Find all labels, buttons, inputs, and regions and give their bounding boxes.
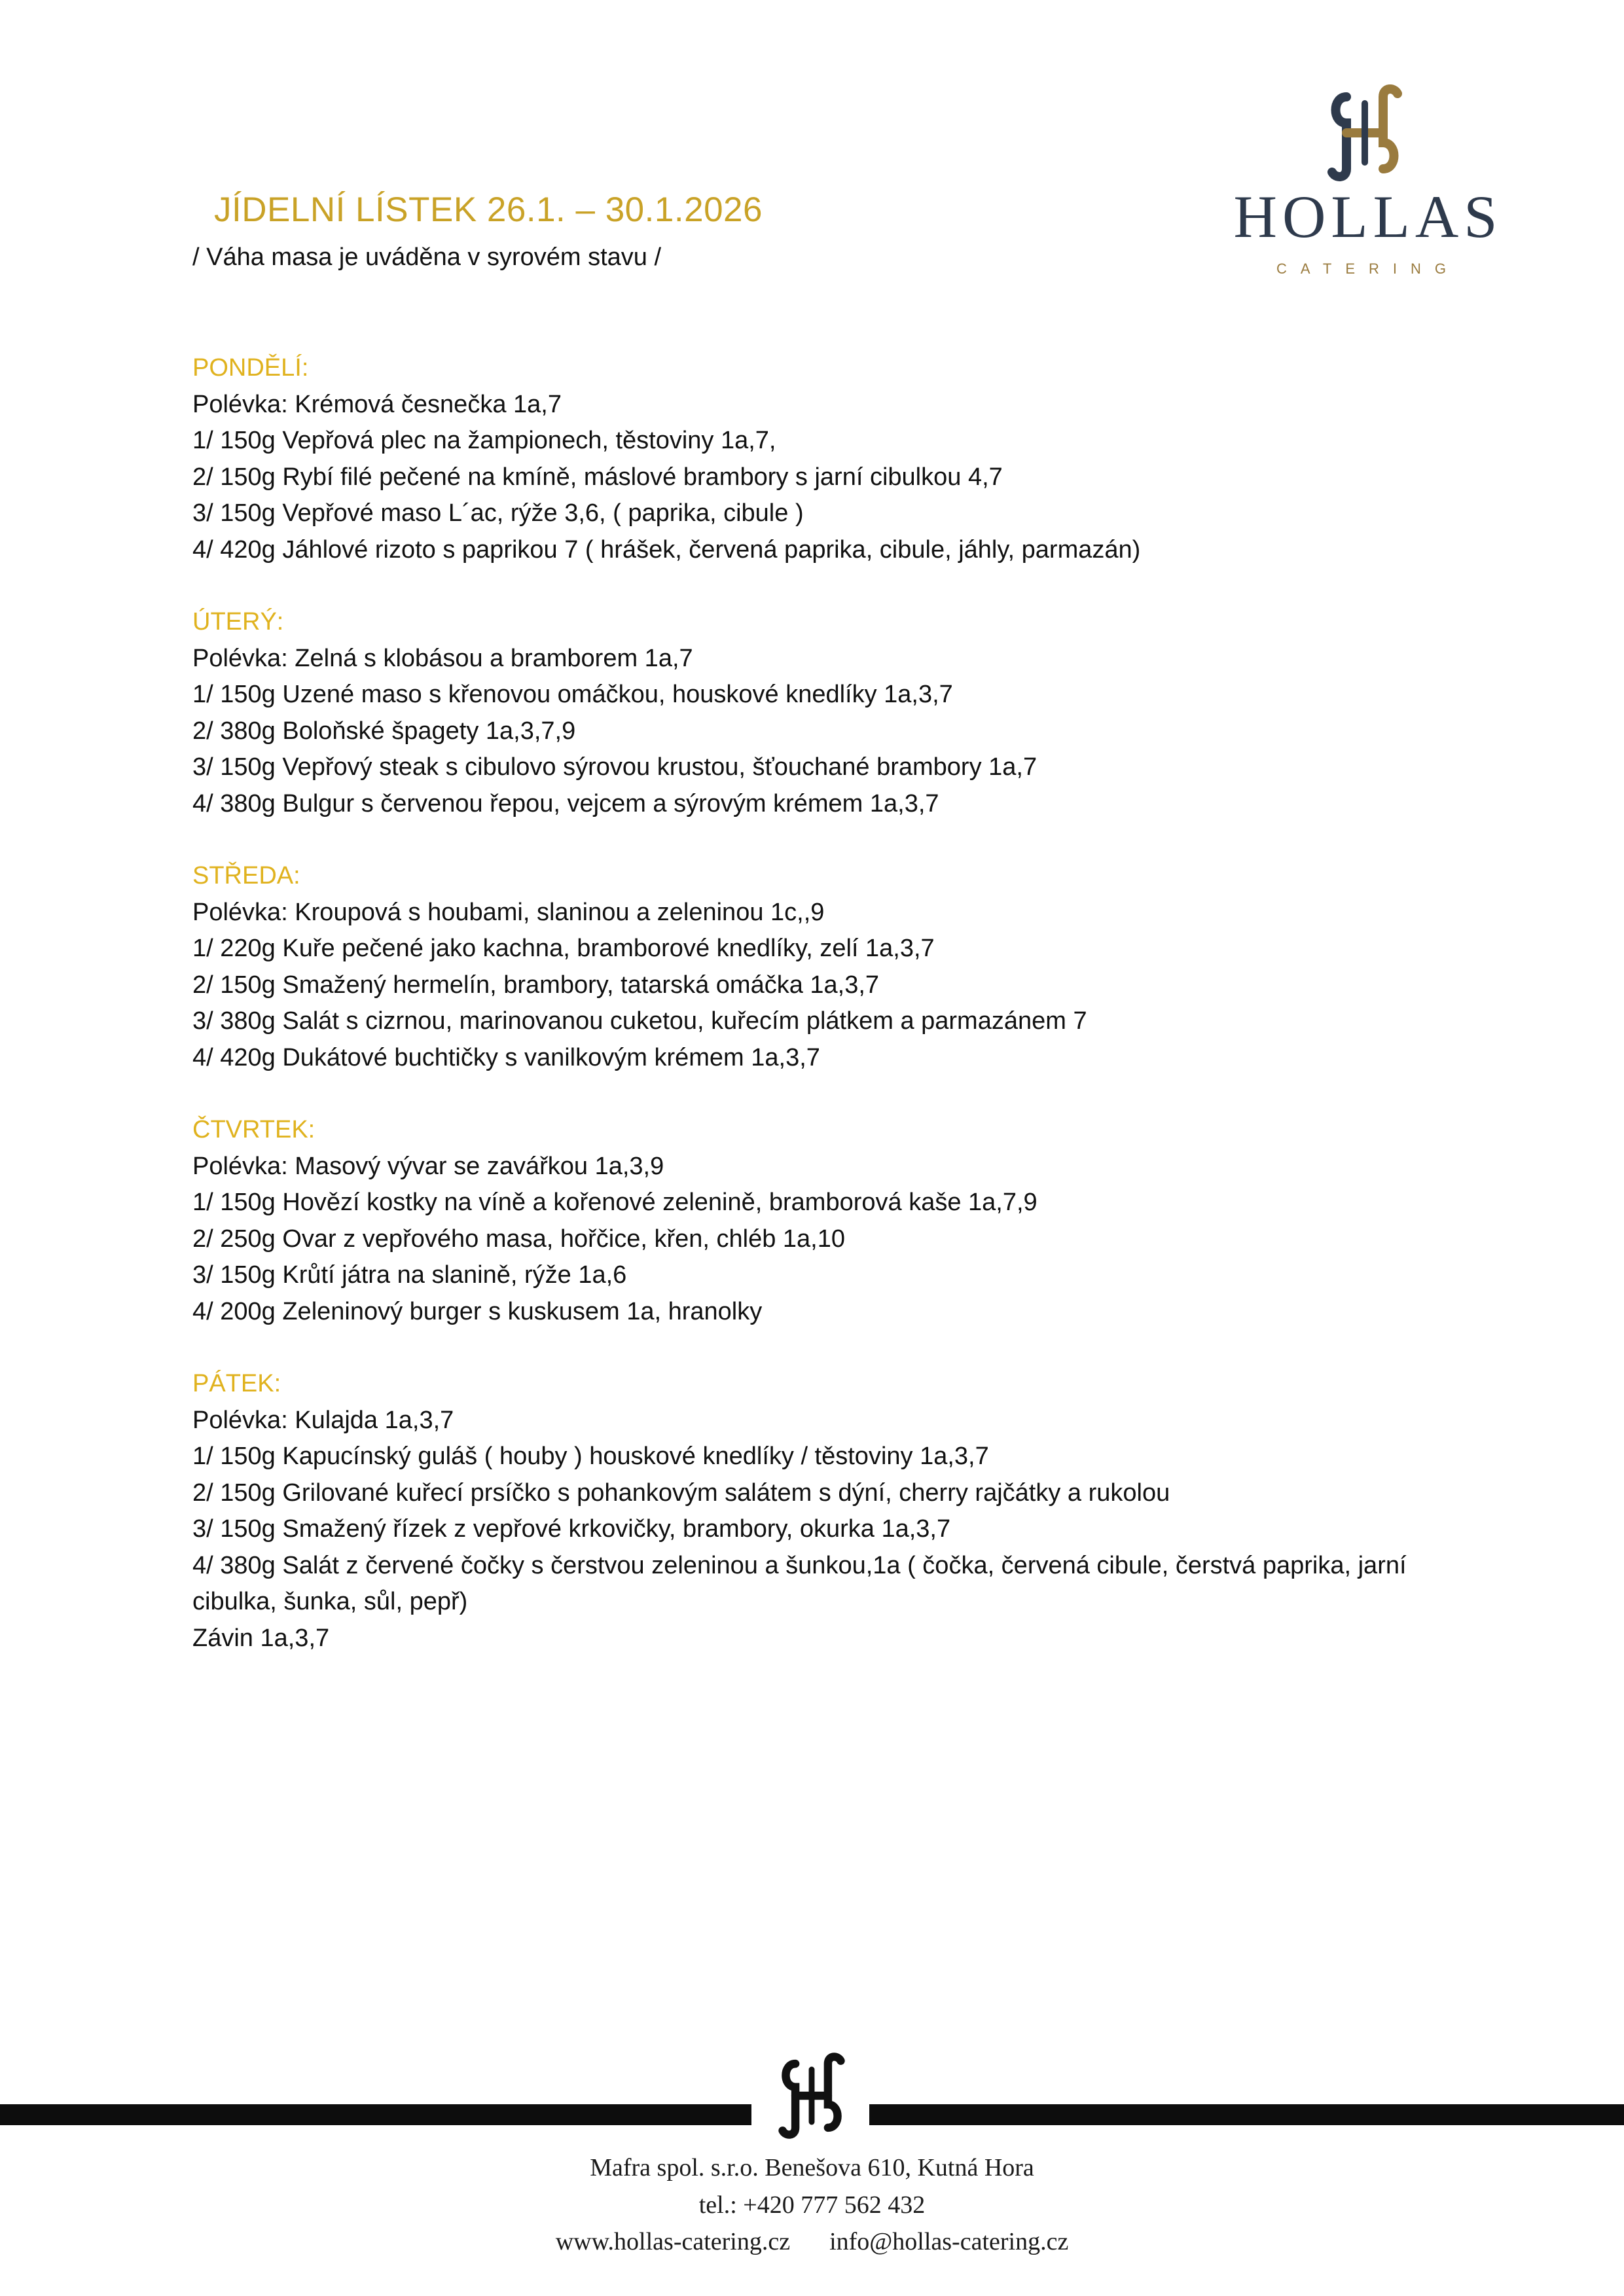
menu-line: 4/ 420g Jáhlové rizoto s paprikou 7 ( hrášek, červená paprika, cibule, jáhly, parmazán)	[192, 535, 1141, 564]
logo-subtitle: CATERING	[1276, 260, 1460, 277]
footer-phone: tel.: +420 777 562 432	[698, 2191, 926, 2219]
menu-line: 3/ 150g Vepřové maso L´ac, rýže 3,6, ( paprika, cibule )	[192, 499, 804, 527]
page-title: JÍDELNÍ LÍSTEK 26.1. – 30.1.2026	[214, 190, 763, 229]
footer-address: Mafra spol. s.r.o. Benešova 610, Kutná Hora	[590, 2154, 1034, 2181]
menu-line: 2/ 250g Ovar z vepřového masa, hořčice, křen, chléb 1a,10	[192, 1225, 845, 1253]
menu-line: 4/ 380g Bulgur s červenou řepou, vejcem a sýrovým krémem 1a,3,7	[192, 789, 939, 817]
logo-name: HOLLAS	[1233, 183, 1503, 250]
menu-line: 3/ 150g Krůtí játra na slanině, rýže 1a,6	[192, 1261, 627, 1289]
menu-line: Polévka: Masový vývar se zavářkou 1a,3,9	[192, 1152, 664, 1180]
day-heading: ČTVRTEK:	[192, 1116, 316, 1143]
day-wednesday	[192, 858, 1436, 1076]
day-heading: STŘEDA:	[192, 862, 300, 889]
menu-line: 2/ 150g Rybí filé pečené na kmíně, máslové brambory s jarní cibulkou 4,7	[192, 463, 1003, 491]
menu-line: 4/ 420g Dukátové buchtičky s vanilkovým krémem 1a,3,7	[192, 1043, 820, 1071]
menu-line: Polévka: Zelná s klobásou a bramborem 1a,7	[192, 644, 693, 672]
hollas-monogram-icon	[1306, 84, 1424, 182]
hollas-logo	[1214, 77, 1522, 287]
menu-line: 1/ 150g Hovězí kostky na víně a kořenové zelenině, bramborová kaše 1a,7,9	[192, 1189, 1038, 1216]
menu-line: 2/ 150g Smažený hermelín, brambory, tatarská omáčka 1a,3,7	[192, 971, 880, 999]
day-heading: ÚTERÝ:	[192, 608, 284, 636]
menu-line: Závin 1a,3,7	[192, 1624, 330, 1652]
day-heading: PONDĚLÍ:	[192, 354, 309, 382]
menu-line: Polévka: Kulajda 1a,3,7	[192, 1406, 454, 1434]
day-thursday	[192, 1112, 1436, 1330]
footer-website-link[interactable]: www.hollas-catering.cz	[555, 2228, 791, 2255]
day-monday	[192, 350, 1436, 568]
menu-line: 2/ 380g Boloňské špagety 1a,3,7,9	[192, 717, 576, 745]
menu-line: 3/ 150g Vepřový steak s cibulovo sýrovou krustou, šťouchané brambory 1a,7	[192, 753, 1038, 781]
menu-line: 1/ 150g Kapucínský guláš ( houby ) houskové knedlíky / těstoviny 1a,3,7	[192, 1443, 989, 1470]
menu-line: 2/ 150g Grilované kuřecí prsíčko s pohankovým salátem s dýní, cherry rajčátky a rukolou	[192, 1479, 1170, 1507]
day-friday	[192, 1366, 1436, 1657]
footer-contacts	[0, 2227, 1624, 2256]
menu-line: 1/ 150g Uzené maso s křenovou omáčkou, houskové knedlíky 1a,3,7	[192, 681, 953, 708]
day-heading: PÁTEK:	[192, 1370, 281, 1397]
menu-line: 4/ 200g Zeleninový burger s kuskusem 1a, hranolky	[192, 1297, 763, 1325]
menu-line: Polévka: Kroupová s houbami, slaninou a zeleninou 1c,,9	[192, 898, 825, 926]
footer-email-link[interactable]: info@hollas-catering.cz	[829, 2228, 1069, 2255]
menu-line: 1/ 220g Kuře pečené jako kachna, bramborové knedlíky, zelí 1a,3,7	[192, 935, 935, 962]
menu-line: 3/ 150g Smažený řízek z vepřové krkovičky, brambory, okurka 1a,3,7	[192, 1515, 951, 1543]
menu-line: Polévka: Krémová česnečka 1a,7	[192, 390, 562, 418]
day-tuesday	[192, 604, 1436, 822]
menu-line: 4/ 380g Salát z červené čočky s čerstvou zeleninou a šunkou,1a ( čočka, červená cibule, čerstvá paprika, jarní cibulka, šunka, sůl, pepř)	[192, 1551, 1407, 1615]
menu-line: 1/ 150g Vepřová plec na žampionech, těstoviny 1a,7,	[192, 427, 776, 454]
menu-line: 3/ 380g Salát s cizrnou, marinovanou cuketou, kuřecím plátkem a parmazánem 7	[192, 1007, 1087, 1035]
page-subtitle: / Váha masa je uváděna v syrovém stavu /	[192, 243, 662, 271]
hollas-monogram-icon	[759, 2050, 864, 2142]
weekly-menu	[192, 350, 1436, 1693]
